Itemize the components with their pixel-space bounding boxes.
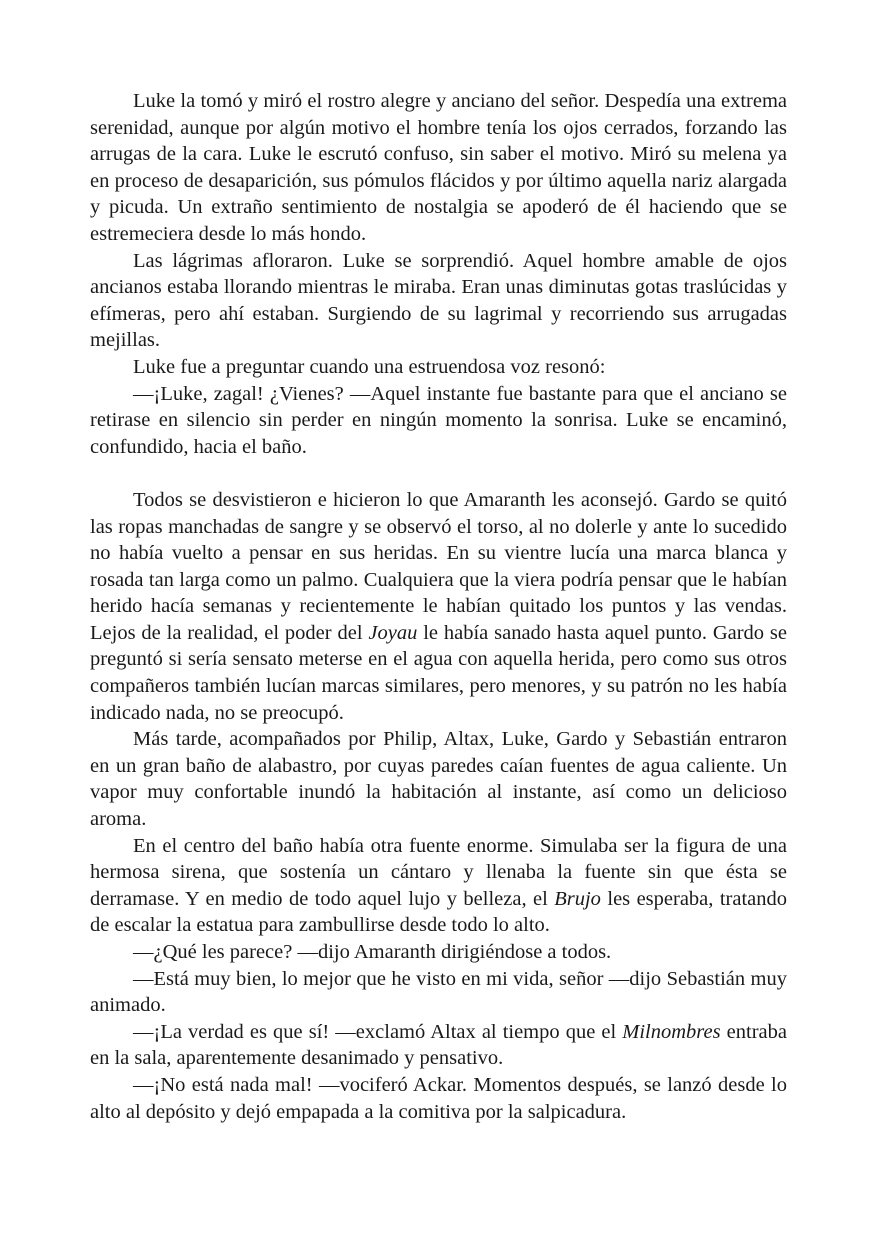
- paragraph: Todos se desvistieron e hicieron lo que Amaranth les aconsejó. Gardo se quitó las ropas manchadas de sangre y se observó el torso, al no dolerle y ante lo sucedido no había vuelto a pensar en sus heridas. En su vientre lucía una marca blanca y rosada tan larga como un palmo. Cualquiera que la viera podría pensar que le habían herido hacía semanas y recientemente le habían quitado los puntos y las vendas. Lejos de la realidad, el poder del Joyau le había sanado hasta aquel punto. Gardo se preguntó si sería sensato meterse en el agua con aquella herida, pero como sus otros compañeros también lucían marcas similares, pero menores, y su patrón no les había indicado nada, no se preocupó.: [90, 488, 787, 724]
- paragraph: Más tarde, acompañados por Philip, Altax, Luke, Gardo y Sebastián entraron en un gran baño de alabastro, por cuyas paredes caían fuentes de agua caliente. Un vapor muy confortable inundó la habitación al instante, así como un delicioso aroma.: [90, 728, 787, 831]
- section-2: [90, 487, 787, 1125]
- paragraph: —¡La verdad es que sí! —exclamó Altax al tiempo que el Milnombres entraba en la sala, aparentemente desanimado y pensativo.: [90, 1020, 787, 1070]
- section-1: [90, 88, 787, 460]
- italic-term: Joyau: [368, 621, 418, 644]
- section-break: [90, 460, 787, 487]
- paragraph: —¿Qué les parece? —dijo Amaranth dirigiéndose a todos.: [133, 941, 612, 963]
- paragraph: —Está muy bien, lo mejor que he visto en mi vida, señor —dijo Sebastián muy animado.: [90, 967, 787, 1017]
- italic-term: Brujo: [554, 887, 601, 910]
- italic-term: Milnombres: [622, 1020, 721, 1043]
- paragraph: Las lágrimas afloraron. Luke se sorprendió. Aquel hombre amable de ojos ancianos estaba llorando mientras le miraba. Eran unas diminutas gotas traslúcidas y efímeras, pero ahí estaban. Surgiendo de su lagrimal y recorriendo sus arrugadas mejillas.: [90, 249, 787, 352]
- paragraph: —¡Luke, zagal! ¿Vienes? —Aquel instante fue bastante para que el anciano se retirase en silencio sin perder en ningún momento la sonrisa. Luke se encaminó, confundido, hacia el baño.: [90, 382, 787, 458]
- paragraph: Luke la tomó y miró el rostro alegre y anciano del señor. Despedía una extrema serenidad, aunque por algún motivo el hombre tenía los ojos cerrados, forzando las arrugas de la cara. Luke le escrutó confuso, sin saber el motivo. Miró su melena ya en proceso de desaparición, sus pómulos flácidos y por último aquella nariz alargada y picuda. Un extraño sentimiento de nostalgia se apoderó de él haciendo que se estremeciera desde lo más hondo.: [90, 90, 787, 245]
- paragraph: En el centro del baño había otra fuente enorme. Simulaba ser la figura de una hermosa sirena, que sostenía un cántaro y llenaba la fuente sin que ésta se derramase. Y en medio de todo aquel lujo y belleza, el Brujo les esperaba, tratando de escalar la estatua para zambullirse desde todo lo alto.: [90, 834, 787, 937]
- paragraph: Luke fue a preguntar cuando una estruendosa voz resonó:: [133, 355, 606, 378]
- paragraph: —¡No está nada mal! —vociferó Ackar. Momentos después, se lanzó desde lo alto al depósito y dejó empapada a la comitiva por la salpicadura.: [90, 1073, 787, 1123]
